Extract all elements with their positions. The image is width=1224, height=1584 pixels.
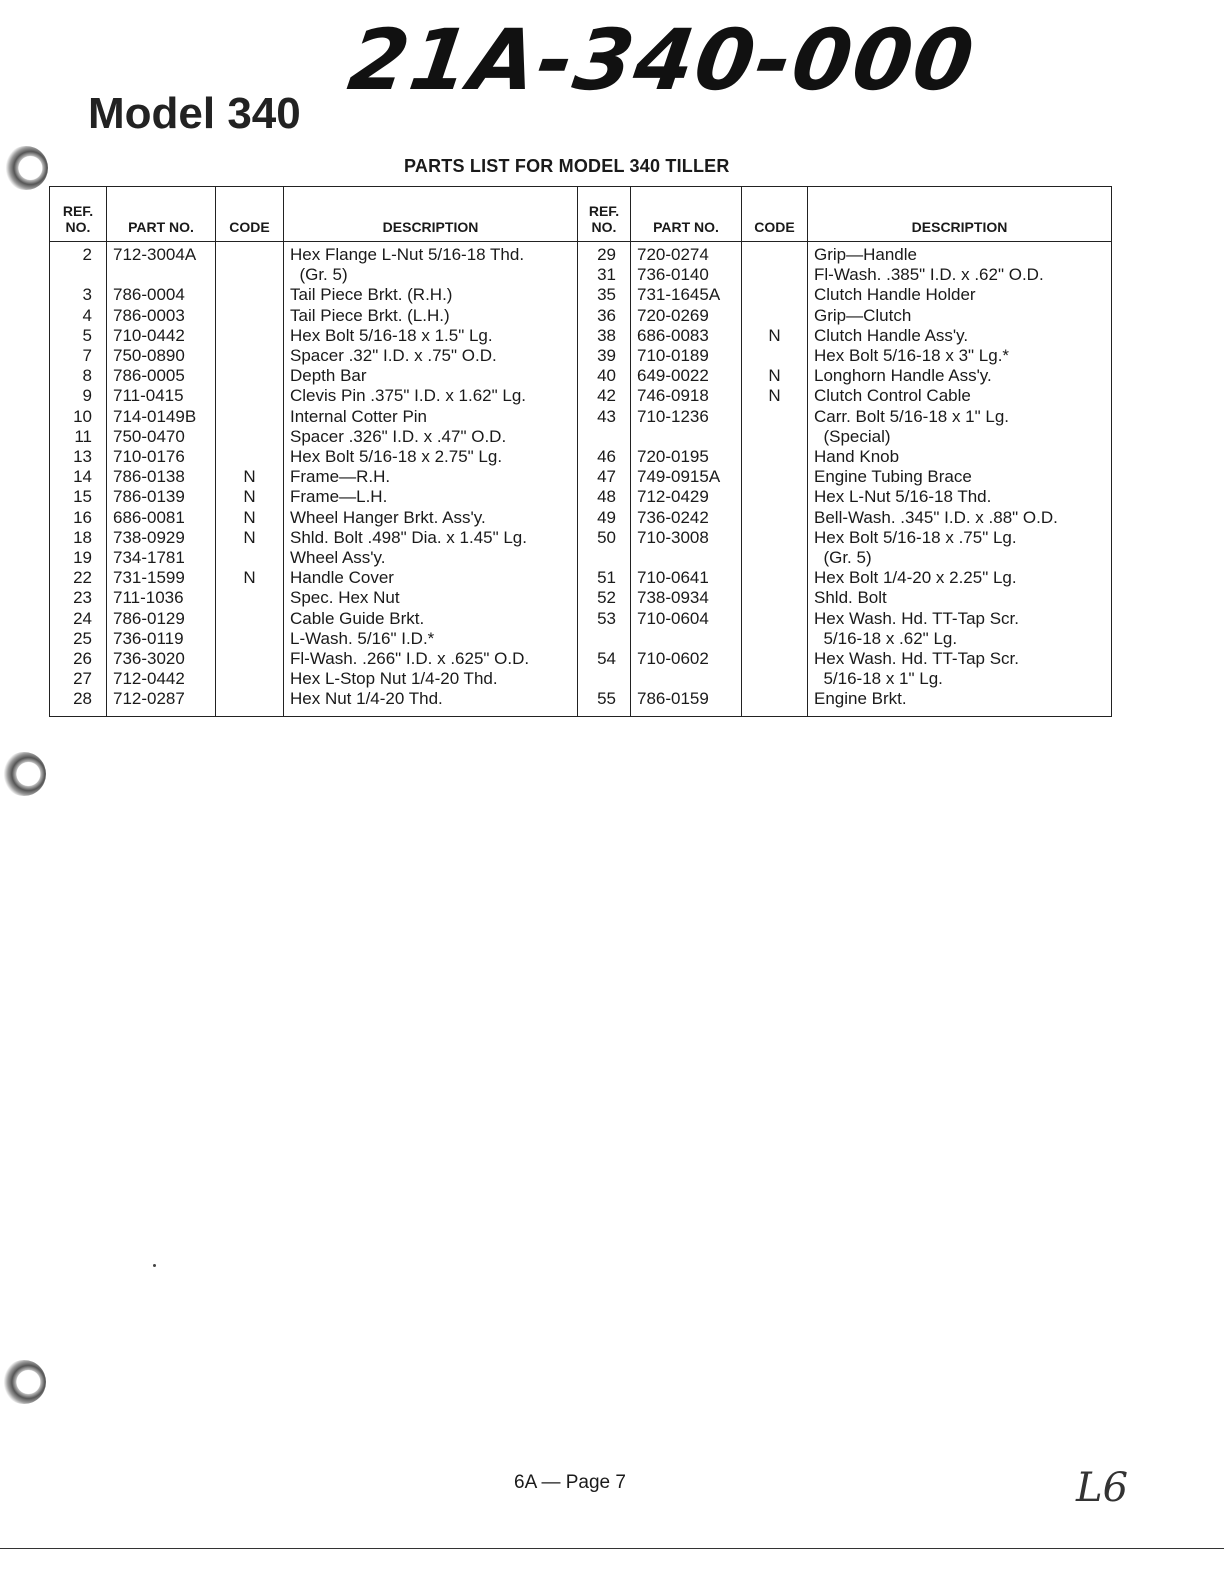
ref-no-cell: 31 bbox=[578, 265, 631, 285]
table-row bbox=[50, 548, 1112, 568]
description-cell: Cable Guide Brkt. bbox=[284, 609, 578, 629]
part-no-cell: 710-0602 bbox=[631, 649, 742, 669]
part-no-cell: 736-0140 bbox=[631, 265, 742, 285]
table-row bbox=[50, 427, 1112, 447]
ref-no-cell: 4 bbox=[50, 306, 107, 326]
code-cell: N bbox=[216, 568, 284, 588]
description-cell: Hex Bolt 1/4-20 x 2.25" Lg. bbox=[808, 568, 1112, 588]
page-number: 6A — Page 7 bbox=[514, 1472, 626, 1493]
part-no-cell: 686-0081 bbox=[107, 508, 216, 528]
description-cell: Hex Bolt 5/16-18 x .75" Lg. bbox=[808, 528, 1112, 548]
column-header-description: DESCRIPTION bbox=[808, 187, 1112, 242]
ref-no-cell: 10 bbox=[50, 407, 107, 427]
code-cell bbox=[216, 265, 284, 285]
description-cell: Clutch Handle Holder bbox=[808, 285, 1112, 305]
parts-list-title: PARTS LIST FOR MODEL 340 TILLER bbox=[404, 156, 730, 176]
part-no-cell bbox=[107, 265, 216, 285]
table-row bbox=[50, 528, 1112, 548]
description-cell: Grip—Handle bbox=[808, 242, 1112, 266]
part-no-cell: 786-0004 bbox=[107, 285, 216, 305]
part-no-cell: 710-0176 bbox=[107, 447, 216, 467]
description-cell: Fl-Wash. .385" I.D. x .62" O.D. bbox=[808, 265, 1112, 285]
code-cell bbox=[742, 427, 808, 447]
column-header-part-no: PART NO. bbox=[631, 187, 742, 242]
ref-no-cell: 46 bbox=[578, 447, 631, 467]
ref-no-cell: 43 bbox=[578, 407, 631, 427]
description-cell: Frame—L.H. bbox=[284, 487, 578, 507]
ref-no-cell: 39 bbox=[578, 346, 631, 366]
ref-no-cell: 25 bbox=[50, 629, 107, 649]
code-cell bbox=[742, 407, 808, 427]
code-cell bbox=[742, 548, 808, 568]
column-header-ref-no: REF. NO. bbox=[578, 187, 631, 242]
ref-no-cell bbox=[578, 427, 631, 447]
table-row bbox=[50, 407, 1112, 427]
description-cell: Clutch Control Cable bbox=[808, 386, 1112, 406]
ref-no-cell: 52 bbox=[578, 588, 631, 608]
code-cell bbox=[742, 306, 808, 326]
code-cell bbox=[216, 407, 284, 427]
description-cell: Shld. Bolt .498" Dia. x 1.45" Lg. bbox=[284, 528, 578, 548]
ref-no-cell: 28 bbox=[50, 689, 107, 716]
table-row bbox=[50, 346, 1112, 366]
description-cell: Clevis Pin .375" I.D. x 1.62" Lg. bbox=[284, 386, 578, 406]
part-no-cell bbox=[631, 669, 742, 689]
code-cell bbox=[216, 427, 284, 447]
table-header-row bbox=[50, 187, 1112, 242]
description-cell: Wheel Hanger Brkt. Ass'y. bbox=[284, 508, 578, 528]
part-no-cell: 686-0083 bbox=[631, 326, 742, 346]
code-cell bbox=[742, 265, 808, 285]
ref-no-cell: 51 bbox=[578, 568, 631, 588]
table-row bbox=[50, 689, 1112, 716]
description-cell: Frame—R.H. bbox=[284, 467, 578, 487]
code-cell bbox=[216, 285, 284, 305]
ref-no-cell: 55 bbox=[578, 689, 631, 716]
part-no-cell: 738-0929 bbox=[107, 528, 216, 548]
ref-no-cell: 22 bbox=[50, 568, 107, 588]
column-header-part-no: PART NO. bbox=[107, 187, 216, 242]
ref-no-cell: 3 bbox=[50, 285, 107, 305]
part-no-cell: 731-1599 bbox=[107, 568, 216, 588]
ref-no-cell: 16 bbox=[50, 508, 107, 528]
part-no-cell: 786-0005 bbox=[107, 366, 216, 386]
description-cell: L-Wash. 5/16" I.D.* bbox=[284, 629, 578, 649]
ref-no-cell: 47 bbox=[578, 467, 631, 487]
part-no-cell: 710-3008 bbox=[631, 528, 742, 548]
part-no-cell: 738-0934 bbox=[631, 588, 742, 608]
ref-no-cell bbox=[578, 548, 631, 568]
code-cell bbox=[216, 629, 284, 649]
table-row bbox=[50, 508, 1112, 528]
description-cell: Hex Wash. Hd. TT-Tap Scr. bbox=[808, 649, 1112, 669]
table-row bbox=[50, 326, 1112, 346]
ref-no-cell: 9 bbox=[50, 386, 107, 406]
description-cell: Wheel Ass'y. bbox=[284, 548, 578, 568]
part-no-cell: 710-0641 bbox=[631, 568, 742, 588]
part-no-cell: 720-0195 bbox=[631, 447, 742, 467]
description-cell: Hex Nut 1/4-20 Thd. bbox=[284, 689, 578, 716]
table-row bbox=[50, 265, 1112, 285]
code-cell bbox=[742, 467, 808, 487]
description-cell: Shld. Bolt bbox=[808, 588, 1112, 608]
ref-no-cell: 27 bbox=[50, 669, 107, 689]
ref-no-cell: 54 bbox=[578, 649, 631, 669]
description-cell: Grip—Clutch bbox=[808, 306, 1112, 326]
table-row bbox=[50, 487, 1112, 507]
part-no-cell: 786-0159 bbox=[631, 689, 742, 716]
ref-no-cell: 2 bbox=[50, 242, 107, 266]
part-no-cell: 736-3020 bbox=[107, 649, 216, 669]
code-cell: N bbox=[216, 487, 284, 507]
ref-no-cell: 23 bbox=[50, 588, 107, 608]
model-title: Model 340 bbox=[88, 89, 301, 138]
code-cell bbox=[742, 508, 808, 528]
part-no-cell: 720-0274 bbox=[631, 242, 742, 266]
description-cell: Longhorn Handle Ass'y. bbox=[808, 366, 1112, 386]
part-no-cell: 786-0003 bbox=[107, 306, 216, 326]
code-cell: N bbox=[216, 467, 284, 487]
part-no-cell bbox=[631, 629, 742, 649]
table-row bbox=[50, 285, 1112, 305]
description-cell: Engine Tubing Brace bbox=[808, 467, 1112, 487]
ref-no-cell bbox=[578, 629, 631, 649]
ref-no-cell: 49 bbox=[578, 508, 631, 528]
ref-no-cell bbox=[50, 265, 107, 285]
description-cell: Hex Bolt 5/16-18 x 2.75" Lg. bbox=[284, 447, 578, 467]
parts-table-body bbox=[50, 242, 1112, 717]
table-row bbox=[50, 669, 1112, 689]
part-no-cell: 736-0242 bbox=[631, 508, 742, 528]
code-cell bbox=[742, 629, 808, 649]
code-cell bbox=[742, 669, 808, 689]
ref-no-cell: 26 bbox=[50, 649, 107, 669]
part-no-cell: 712-0442 bbox=[107, 669, 216, 689]
code-cell bbox=[742, 487, 808, 507]
code-cell bbox=[742, 447, 808, 467]
ref-no-cell: 5 bbox=[50, 326, 107, 346]
column-header-ref-no: REF. NO. bbox=[50, 187, 107, 242]
description-cell: Spacer .326" I.D. x .47" O.D. bbox=[284, 427, 578, 447]
table-row bbox=[50, 447, 1112, 467]
description-cell: (Gr. 5) bbox=[808, 548, 1112, 568]
description-cell: 5/16-18 x .62" Lg. bbox=[808, 629, 1112, 649]
ref-no-cell: 11 bbox=[50, 427, 107, 447]
part-no-cell: 720-0269 bbox=[631, 306, 742, 326]
code-cell: N bbox=[742, 366, 808, 386]
description-cell: Hex Flange L-Nut 5/16-18 Thd. bbox=[284, 242, 578, 266]
code-cell bbox=[216, 306, 284, 326]
table-row bbox=[50, 306, 1112, 326]
part-no-cell: 712-3004A bbox=[107, 242, 216, 266]
table-row bbox=[50, 242, 1112, 266]
code-cell bbox=[742, 588, 808, 608]
part-no-cell: 736-0119 bbox=[107, 629, 216, 649]
code-cell bbox=[216, 366, 284, 386]
code-cell bbox=[742, 528, 808, 548]
code-cell: N bbox=[742, 326, 808, 346]
description-cell: Tail Piece Brkt. (L.H.) bbox=[284, 306, 578, 326]
part-no-cell: 711-0415 bbox=[107, 386, 216, 406]
parts-table bbox=[49, 186, 1112, 717]
ref-no-cell: 24 bbox=[50, 609, 107, 629]
ref-no-cell: 53 bbox=[578, 609, 631, 629]
part-no-cell: 731-1645A bbox=[631, 285, 742, 305]
ref-no-cell: 13 bbox=[50, 447, 107, 467]
code-cell bbox=[216, 609, 284, 629]
description-cell: Spec. Hex Nut bbox=[284, 588, 578, 608]
part-no-cell bbox=[631, 548, 742, 568]
ref-no-cell: 38 bbox=[578, 326, 631, 346]
description-cell: Handle Cover bbox=[284, 568, 578, 588]
ref-no-cell: 35 bbox=[578, 285, 631, 305]
code-cell bbox=[216, 649, 284, 669]
part-no-cell: 786-0139 bbox=[107, 487, 216, 507]
description-cell: Engine Brkt. bbox=[808, 689, 1112, 716]
description-cell: Hex Bolt 5/16-18 x 3" Lg.* bbox=[808, 346, 1112, 366]
part-no-cell: 710-0604 bbox=[631, 609, 742, 629]
column-header-code: CODE bbox=[742, 187, 808, 242]
code-cell bbox=[216, 386, 284, 406]
ref-no-cell: 50 bbox=[578, 528, 631, 548]
ref-no-cell: 42 bbox=[578, 386, 631, 406]
part-no-cell: 746-0918 bbox=[631, 386, 742, 406]
part-no-cell: 710-0189 bbox=[631, 346, 742, 366]
code-cell bbox=[742, 609, 808, 629]
page-bottom-rule bbox=[0, 1548, 1224, 1549]
code-cell: N bbox=[216, 528, 284, 548]
code-cell bbox=[216, 447, 284, 467]
description-cell: Fl-Wash. .266" I.D. x .625" O.D. bbox=[284, 649, 578, 669]
description-cell: Bell-Wash. .345" I.D. x .88" O.D. bbox=[808, 508, 1112, 528]
description-cell: (Special) bbox=[808, 427, 1112, 447]
description-cell: Carr. Bolt 5/16-18 x 1" Lg. bbox=[808, 407, 1112, 427]
description-cell: (Gr. 5) bbox=[284, 265, 578, 285]
part-no-cell: 749-0915A bbox=[631, 467, 742, 487]
part-no-cell: 711-1036 bbox=[107, 588, 216, 608]
handwritten-model-number: 21A-340-000 bbox=[343, 11, 982, 109]
code-cell bbox=[742, 242, 808, 266]
description-cell: Hex L-Nut 5/16-18 Thd. bbox=[808, 487, 1112, 507]
part-no-cell: 714-0149B bbox=[107, 407, 216, 427]
table-row bbox=[50, 386, 1112, 406]
code-cell: N bbox=[742, 386, 808, 406]
description-cell: Hex Bolt 5/16-18 x 1.5" Lg. bbox=[284, 326, 578, 346]
ref-no-cell: 18 bbox=[50, 528, 107, 548]
handwritten-margin-note: L6 bbox=[1076, 1465, 1129, 1511]
code-cell bbox=[742, 689, 808, 716]
table-row bbox=[50, 568, 1112, 588]
code-cell bbox=[216, 588, 284, 608]
binder-hole-icon bbox=[2, 752, 46, 796]
code-cell bbox=[216, 326, 284, 346]
ref-no-cell: 29 bbox=[578, 242, 631, 266]
description-cell: Hex Wash. Hd. TT-Tap Scr. bbox=[808, 609, 1112, 629]
part-no-cell: 734-1781 bbox=[107, 548, 216, 568]
code-cell bbox=[742, 568, 808, 588]
description-cell: Tail Piece Brkt. (R.H.) bbox=[284, 285, 578, 305]
table-row bbox=[50, 366, 1112, 386]
code-cell bbox=[216, 346, 284, 366]
ref-no-cell: 7 bbox=[50, 346, 107, 366]
table-row bbox=[50, 629, 1112, 649]
ref-no-cell: 19 bbox=[50, 548, 107, 568]
table-row bbox=[50, 588, 1112, 608]
part-no-cell bbox=[631, 427, 742, 447]
part-no-cell: 710-0442 bbox=[107, 326, 216, 346]
code-cell bbox=[216, 242, 284, 266]
column-header-description: DESCRIPTION bbox=[284, 187, 578, 242]
column-header-code: CODE bbox=[216, 187, 284, 242]
part-no-cell: 750-0470 bbox=[107, 427, 216, 447]
ref-no-cell: 15 bbox=[50, 487, 107, 507]
ref-no-cell: 40 bbox=[578, 366, 631, 386]
part-no-cell: 712-0429 bbox=[631, 487, 742, 507]
code-cell: N bbox=[216, 508, 284, 528]
ref-no-cell: 14 bbox=[50, 467, 107, 487]
description-cell: Clutch Handle Ass'y. bbox=[808, 326, 1112, 346]
description-cell: Hex L-Stop Nut 1/4-20 Thd. bbox=[284, 669, 578, 689]
table-row bbox=[50, 467, 1112, 487]
description-cell: Internal Cotter Pin bbox=[284, 407, 578, 427]
description-cell: 5/16-18 x 1" Lg. bbox=[808, 669, 1112, 689]
scan-speck bbox=[153, 1264, 156, 1267]
table-row bbox=[50, 649, 1112, 669]
binder-hole-icon bbox=[2, 1360, 46, 1404]
code-cell bbox=[742, 285, 808, 305]
description-cell: Hand Knob bbox=[808, 447, 1112, 467]
ref-no-cell: 36 bbox=[578, 306, 631, 326]
part-no-cell: 649-0022 bbox=[631, 366, 742, 386]
part-no-cell: 786-0129 bbox=[107, 609, 216, 629]
ref-no-cell: 48 bbox=[578, 487, 631, 507]
code-cell bbox=[216, 689, 284, 716]
ref-no-cell bbox=[578, 669, 631, 689]
part-no-cell: 750-0890 bbox=[107, 346, 216, 366]
code-cell bbox=[216, 548, 284, 568]
code-cell bbox=[742, 346, 808, 366]
binder-hole-icon bbox=[4, 146, 48, 190]
ref-no-cell: 8 bbox=[50, 366, 107, 386]
part-no-cell: 710-1236 bbox=[631, 407, 742, 427]
description-cell: Depth Bar bbox=[284, 366, 578, 386]
code-cell bbox=[742, 649, 808, 669]
description-cell: Spacer .32" I.D. x .75" O.D. bbox=[284, 346, 578, 366]
part-no-cell: 786-0138 bbox=[107, 467, 216, 487]
table-row bbox=[50, 609, 1112, 629]
code-cell bbox=[216, 669, 284, 689]
part-no-cell: 712-0287 bbox=[107, 689, 216, 716]
